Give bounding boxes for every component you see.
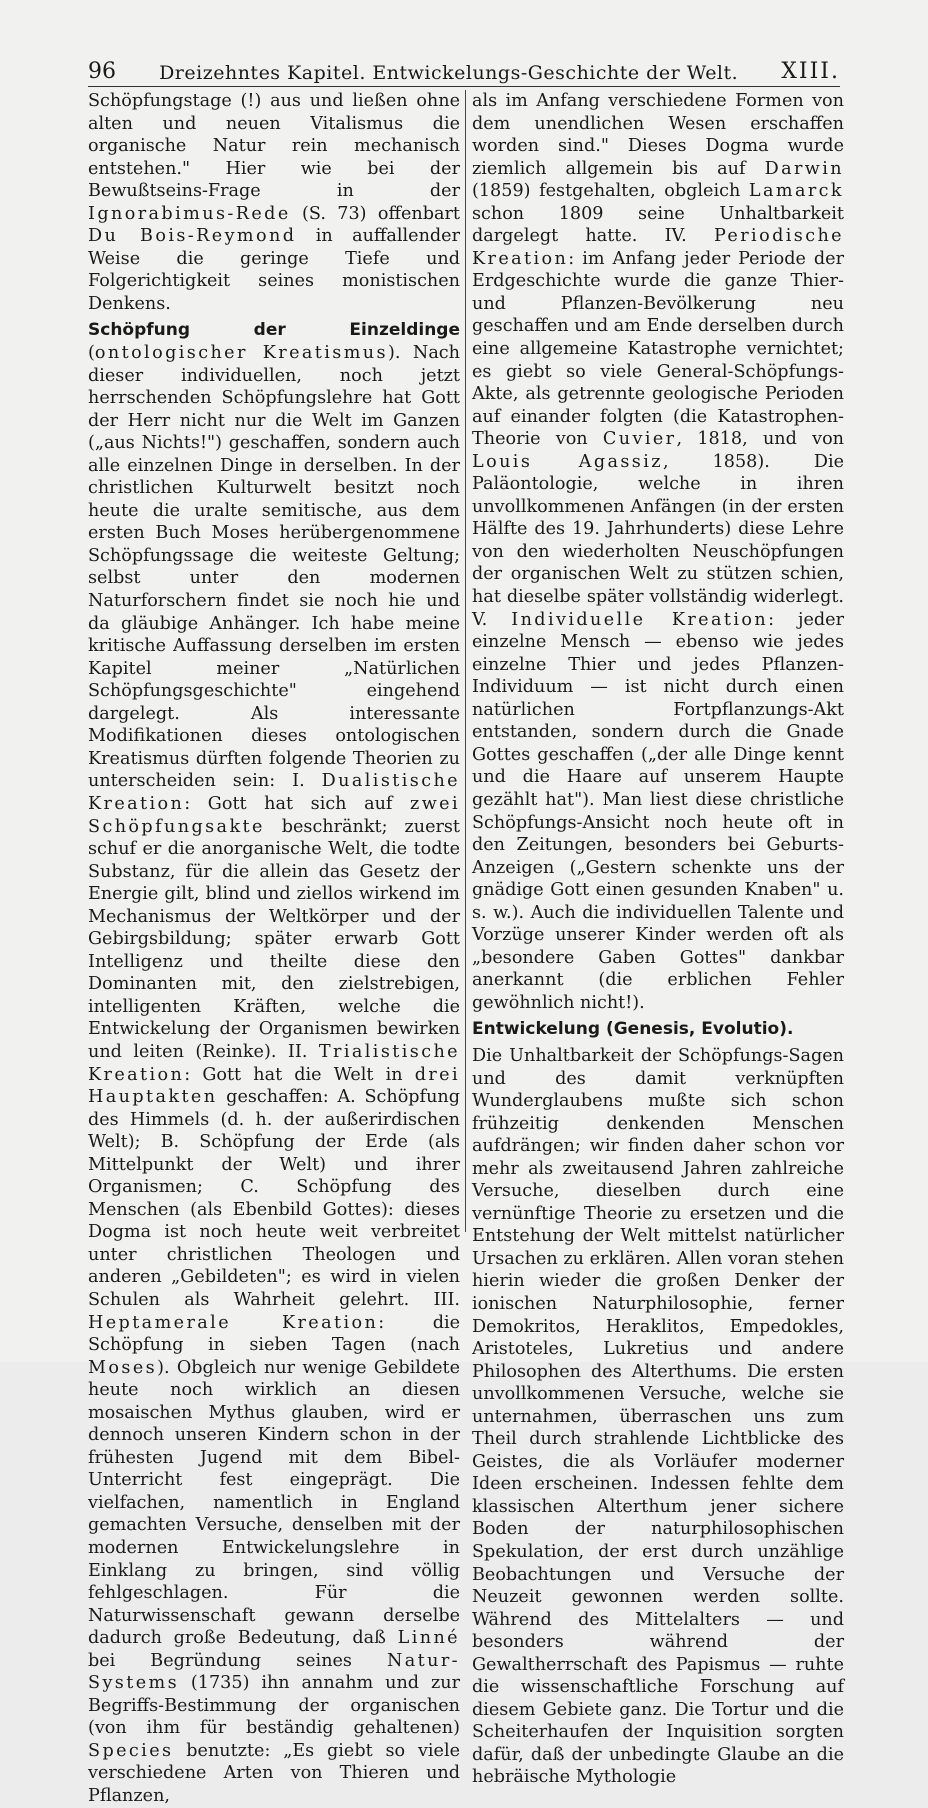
header-rule [88, 86, 840, 87]
column-divider [465, 90, 466, 1232]
paragraph: Schöpfung der Einzeldinge (ontologischer Kreatismus). Nach dieser individuellen, noch jetzt herrschenden Schöpfungslehre hat Gott der Herr nicht nur die Welt im Ganzen („aus Nichts!") geschaffen, sondern auch alle einzelnen Dinge in derselben. In der christlichen Kulturwelt besitzt noch heute die uralte semitische, aus dem ersten Buch Moses herübergenommene Schöpfungssage die weiteste Geltung; selbst unter den modernen Naturforschern findet sie noch hie und da gläubige Anhänger. Ich habe meine kritische Auffassung derselben im ersten Kapitel meiner „Natürlichen Schöpfungsgeschichte" eingehend dargelegt. Als interessante Modifikationen dieses ontologischen Kreatismus dürften folgende Theorien zu unterscheiden sein: I. Dualistische Kreation: Gott hat sich auf zwei Schöpfungsakte beschränkt; zuerst schuf er die anorganische Welt, die todte Substanz, für die allein das Gesetz der Energie gilt, blind und ziellos wirkend im Mechanismus der Weltkörper und der Gebirgsbildung; später erwarb Gott Intelligenz und theilte diese den Dominanten mit, den zielstrebigen, intelligenten Kräften, welche die Entwickelung der Organismen bewirken und leiten (Reinke). II. Trialistische Kreation: Gott hat die Welt in drei Hauptakten geschaffen: A. Schöpfung des Himmels (d. h. der außerirdischen Welt); B. Schöpfung der Erde (als Mittelpunkt der Welt) und ihrer Organismen; C. Schöpfung des Menschen (als Ebenbild Gottes): dieses Dogma ist noch heute weit verbreitet unter christlichen Theologen und anderen „Gebildeten"; es wird in vielen Schulen als Wahrheit gelehrt. III. Heptamerale Kreation: die Schöpfung in sieben Tagen (nach Moses). Obgleich nur wenige Gebildete heute noch wirklich an diesen mosaischen Mythus glauben, wird er dennoch unseren Kindern schon in der frühesten Jugend mit dem Bibel-Unterricht fest eingeprägt. Die vielfachen, namentlich in England gemachten Versuche, denselben mit der modernen Entwickelungslehre in Einklang zu bringen, sind völlig fehlgeschlagen. Für die Naturwissenschaft gewann derselbe dadurch große Bedeutung, daß Linné bei Begründung seines Natur-Systems (1735) ihn annahm und zur Begriffs-Bestimmung der organischen (von ihm für beständig gehaltenen) Species benutzte: „Es giebt so viele verschiedene Arten von Thieren und Pflanzen, [88, 320, 461, 1807]
section-heading: Schöpfung der Einzeldinge [88, 320, 460, 341]
right-column [472, 90, 844, 1789]
chapter-numeral: XIII. [781, 59, 840, 84]
running-title: Dreizehntes Kapitel. Entwickelungs-Geschichte der Welt. [159, 62, 739, 84]
left-column [88, 90, 460, 1808]
paragraph [472, 1018, 844, 1041]
paragraph: Schöpfungstage (!) aus und ließen ohne alten und neuen Vitalismus die organische Natur rein mechanisch entstehen." Hier wie bei der Bewußtseins-Frage in der Ignorabimus-Rede (S. 73) offenbart Du Bois-Reymond in auffallender Weise die geringe Tiefe und Folgerichtigkeit seines monistischen Denkens. [88, 91, 460, 314]
paragraph: als im Anfang verschiedene Formen von dem unendlichen Wesen erschaffen worden sind." Dieses Dogma wurde ziemlich allgemein bis auf Darwin (1859) festgehalten, obgleich Lamarck schon 1809 seine Unhaltbarkeit dargelegt hatte. IV. Periodische Kreation: im Anfang jeder Periode der Erdgeschichte wurde die ganze Thier- und Pflanzen-Bevölkerung neu geschaffen und am Ende derselben durch eine allgemeine Katastrophe vernichtet; es giebt so viele General-Schöpfungs-Akte, als getrennte geologische Perioden auf einander folgten (die Katastrophen-Theorie von Cuvier, 1818, und von Louis Agassiz, 1858). Die Paläontologie, welche in ihren unvollkommenen Anfängen (in der ersten Hälfte des 19. Jahrhunderts) diese Lehre von den wiederholten Neuschöpfungen der organischen Welt zu stützen schien, hat dieselbe später vollständig widerlegt. V. Individuelle Kreation: jeder einzelne Mensch — ebenso wie jedes einzelne Thier und jedes Pflanzen-Individuum — ist nicht durch einen natürlichen Fortpflanzungs-Akt entstanden, sondern durch die Gnade Gottes geschaffen („der alle Dinge kennt und die Haare auf unserem Haupte gezählt hat"). Man liest diese christliche Schöpfungs-Ansicht noch heute oft in den Zeitungen, besonders bei Geburts-Anzeigen („Gestern schenkte uns der gnädige Gott einen gesunden Knaben" u. s. w.). Auch die individuellen Talente und Vorzüge unserer Kinder werden oft als „besondere Gaben Gottes" dankbar anerkannt (die erblichen Fehler gewöhnlich nicht!). [472, 91, 845, 1013]
paragraph: Die Unhaltbarkeit der Schöpfungs-Sagen und des damit verknüpften Wunderglaubens mußte sich schon frühzeitig denkenden Menschen aufdrängen; wir finden daher schon vor mehr als zweitausend Jahren zahlreiche Versuche, dieselben durch eine vernünftige Theorie zu ersetzen und die Entstehung der Welt mittelst natürlicher Ursachen zu erklären. Allen voran stehen hierin wieder die großen Denker der ionischen Naturphilosophie, ferner Demokritos, Heraklitos, Empedokles, Aristoteles, Lukretius und andere Philosophen des Alterthums. Die ersten unvollkommenen Versuche, welche sie unternahmen, überraschen uns zum Theil durch strahlende Lichtblicke des Geistes, die als Vorläufer moderner Ideen erscheinen. Indessen fehlte dem klassischen Alterthum jener sichere Boden der naturphilosophischen Spekulation, der erst durch unzählige Beobachtungen und Versuche der Neuzeit gewonnen werden sollte. Während des Mittelalters — und besonders während der Gewaltherrschaft des Papismus — ruhte die wissenschaftliche Forschung auf diesem Gebiete ganz. Die Tortur und die Scheiterhaufen der Inquisition sorgten dafür, daß der unbedingte Glaube an die hebräische Mythologie [472, 1045, 844, 1788]
page-header [88, 48, 840, 84]
page-number: 96 [88, 59, 116, 84]
section-heading: Entwickelung (Genesis, Evolutio). [472, 1019, 794, 1040]
